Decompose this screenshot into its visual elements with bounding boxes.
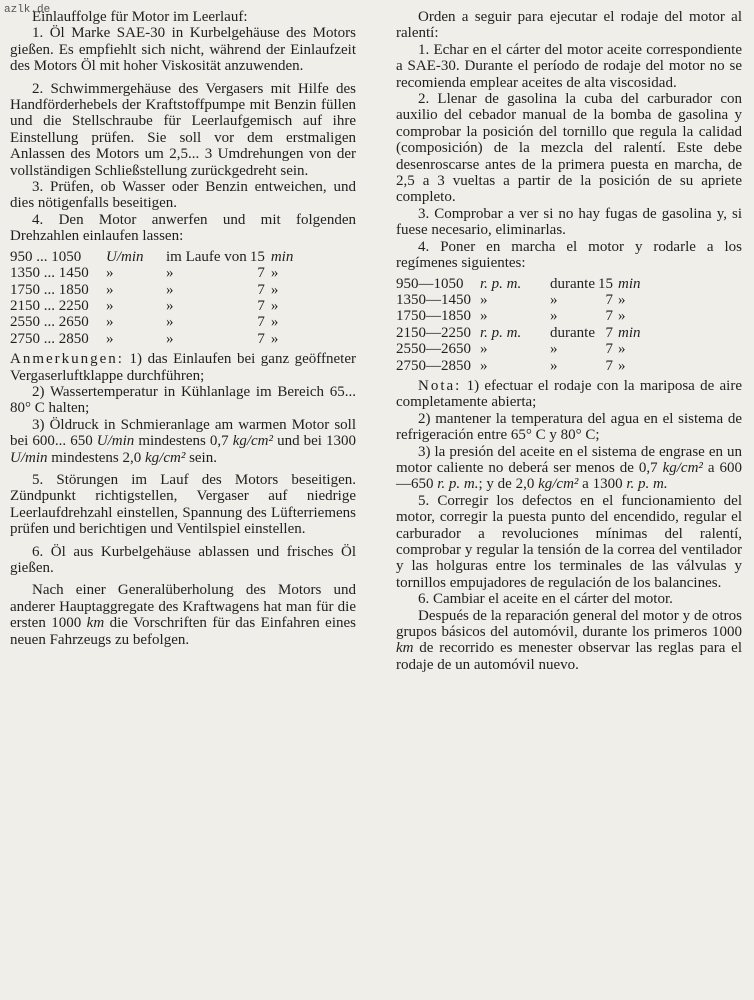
german-rpm-range: 2750 ... 2850: [10, 330, 89, 347]
spanish-rpm-row: [396, 325, 640, 341]
spanish-rpm-num: 15: [597, 275, 613, 292]
spanish-rpm-num: 7: [605, 341, 613, 358]
german-step-3: 3. Prüfen, ob Wasser oder Benzin entweichen, und dies nötigenfalls beseitigen.: [10, 179, 356, 212]
german-rpm-num: 7: [257, 330, 265, 347]
german-rpm-num: 7: [257, 281, 265, 298]
spanish-note-3: [396, 444, 742, 493]
spanish-step-4: 4. Poner en marcha el motor y rodarle a los regímenes siguientes:: [396, 238, 742, 272]
german-rpm-num: 7: [257, 265, 265, 282]
spanish-rpm-prep: durante: [550, 275, 595, 292]
spanish-rpm-num: 7: [605, 324, 613, 341]
german-note-3-part: sein.: [189, 449, 217, 466]
spanish-closing-part: de recorrido es menester observar las reglas para el rodaje de un automóvil nuevo.: [396, 640, 742, 673]
spanish-rpm-range: 1350—1450: [396, 291, 471, 308]
spanish-rpm-range: 2750—2850: [396, 357, 471, 374]
german-note-3-part: 3) Öldruck in Schmieranlage am warmen Motor soll bei 600... 650: [10, 416, 356, 450]
german-rpm-range: 950 ... 1050: [10, 248, 82, 265]
spanish-rpm-table: [396, 276, 640, 374]
german-rpm-mu: »: [270, 297, 279, 314]
german-note-3-part: und bei 1300: [277, 433, 357, 450]
spanish-rpm-row: [396, 276, 640, 292]
german-rpm-num: 15: [249, 248, 265, 265]
german-rpm-range: 1350 ... 1450: [10, 265, 89, 282]
spanish-closing-part: Después de la reparación general del motor y de otros grupos básicos del automóvil, durante los primeros 1000: [396, 607, 742, 641]
spanish-rpm-row: [396, 358, 640, 374]
spanish-rpm-num: 7: [605, 357, 613, 374]
german-rpm-row: [10, 282, 301, 298]
spanish-closing: [396, 608, 742, 674]
german-heading: Einlauffolge für Motor im Leerlauf:: [32, 9, 248, 25]
german-note-3-unit: kg/cm²: [145, 449, 186, 466]
spanish-step-5: 5. Corregir los defectos en el funcionamiento del motor, corregir la puesta punto del encendido, regular el carburador a revoluciones mínimas del ralentí, comprobar y regular la tensión de la correa del ventilador y las holguras entre los terminales de las válvulas y tornillos empujadores de regulación de los balancines.: [396, 492, 742, 591]
german-rpm-unit: »: [106, 265, 114, 282]
german-note-2: 2) Wassertemperatur in Kühlanlage im Bereich 65... 80° C halten;: [10, 383, 356, 417]
spanish-note-label: Nota:: [418, 377, 462, 394]
german-rpm-mu: »: [270, 281, 279, 298]
german-rpm-unit: »: [106, 281, 114, 298]
german-step-2: 2. Schwimmergehäuse des Vergasers mit Hilfe des Handförderhebels der Kraftstoffpumpe mit Benzin füllen und die Stellschraube für Leerlaufgemisch auf ihre Einstellung prüfen. Sie soll vor dem erstmaligen Anlassen des Motors um 2,5... 3 Umdrehungen von der vollständigen Schließstellung zurückgedreht sein.: [10, 80, 356, 179]
spanish-rpm-row: [396, 341, 640, 357]
german-step-4: 4. Den Motor anwerfen und mit folgenden Drehzahlen einlaufen lassen:: [10, 211, 356, 245]
german-rpm-prep: »: [166, 265, 174, 282]
german-note-3-unit: kg/cm²: [232, 433, 274, 450]
spanish-rpm-unit: »: [480, 341, 488, 358]
spanish-note-3-part: ; y de 2,0: [478, 476, 535, 493]
spanish-rpm-range: 2150—2250: [396, 324, 471, 341]
german-closing-part: die Vorschriften für das Einfahren eines neuen Fahrzeugs zu befolgen.: [10, 615, 357, 648]
german-note-3-part: mindestens 0,7: [138, 433, 229, 450]
spanish-rpm-prep: »: [550, 357, 558, 374]
german-rpm-unit: U/min: [106, 248, 144, 265]
spanish-step-2: 2. Llenar de gasolina la cuba del carburador con auxilio del cebador manual de la bomba de gasolina y comprobar la posición del tornillo que regula la calidad (composición) de la mezcla del ralentí. Este debe desenroscarse antes de la primera puesta en marcha, de 2,5 a 3 vueltas a partir de la posición de su apriete completo.: [396, 91, 742, 206]
spanish-rpm-prep: »: [550, 291, 558, 308]
german-rpm-prep: »: [166, 297, 174, 314]
spanish-rpm-mu: »: [617, 357, 626, 374]
german-note-3: [10, 417, 356, 466]
german-rpm-prep: »: [166, 281, 174, 298]
spanish-note-1: [396, 378, 742, 411]
spanish-step-6: 6. Cambiar el aceite en el cárter del motor.: [418, 591, 673, 608]
spanish-note-1-text: 1) efectuar el rodaje con la mariposa de aire completamente abierta;: [396, 377, 742, 411]
german-rpm-unit: »: [106, 330, 114, 347]
german-rpm-row: [10, 249, 301, 265]
spanish-rpm-range: 950—1050: [396, 275, 464, 292]
german-rpm-mu: »: [270, 330, 279, 347]
spanish-rpm-unit: »: [480, 308, 488, 325]
german-rpm-num: 7: [257, 297, 265, 314]
german-rpm-mu: min: [270, 248, 294, 265]
spanish-rpm-row: [396, 292, 640, 308]
spanish-rpm-num: 7: [605, 291, 613, 308]
spanish-note-3-part: 3) la presión del aceite en el sistema de engrase en un motor caliente no deberá ser menos de 0,7: [396, 443, 742, 476]
spanish-closing-unit: km: [396, 640, 414, 657]
spanish-rpm-mu: »: [617, 308, 626, 325]
german-rpm-prep: »: [166, 314, 174, 331]
german-rpm-table: [10, 249, 301, 347]
spanish-note-3-part: a 600—650: [396, 459, 742, 493]
german-rpm-num: 7: [257, 314, 265, 331]
german-note-3-unit: U/min: [10, 449, 48, 466]
spanish-step-1: 1. Echar en el cárter del motor aceite correspondiente a SAE-30. Durante el período de rodaje del motor no se recomienda emplear aceites de alta viscosidad.: [396, 41, 742, 91]
spanish-rpm-prep: »: [550, 341, 558, 358]
german-rpm-row: [10, 298, 301, 314]
spanish-rpm-num: 7: [605, 308, 613, 325]
spanish-rpm-unit: »: [480, 291, 488, 308]
spanish-note-3-unit: r. p. m.: [437, 476, 479, 493]
spanish-rpm-range: 2550—2650: [396, 341, 471, 358]
spanish-rpm-unit: r. p. m.: [480, 275, 522, 292]
spanish-rpm-range: 1750—1850: [396, 308, 471, 325]
spanish-note-3-unit: r. p. m.: [626, 476, 668, 493]
german-rpm-row: [10, 265, 301, 281]
german-rpm-range: 1750 ... 1850: [10, 281, 89, 298]
german-rpm-range: 2550 ... 2650: [10, 314, 89, 331]
spanish-rpm-unit: r. p. m.: [480, 324, 522, 341]
german-step-5: 5. Störungen im Lauf des Motors beseitigen. Zündpunkt richtigstellen, Vergaser auf niedrige Leerlaufdrehzahl einstellen, Spannung des Lüfterriemens prüfen und berichtigen und Ventilspiel einstellen.: [10, 471, 356, 538]
spanish-note-3-part: a 1300: [582, 476, 623, 493]
german-rpm-prep: im Laufe von: [166, 248, 247, 265]
spanish-note-3-unit: kg/cm²: [662, 459, 703, 476]
german-rpm-row: [10, 314, 301, 330]
german-step-6: 6. Öl aus Kurbelgehäuse ablassen und frisches Öl gießen.: [10, 543, 356, 576]
spanish-rpm-mu: »: [617, 291, 626, 308]
german-rpm-mu: »: [270, 265, 279, 282]
spanish-step-3: 3. Comprobar a ver si no hay fugas de gasolina y, si fuese necesario, eliminarlas.: [396, 205, 742, 239]
spanish-note-3-unit: kg/cm²: [538, 476, 579, 493]
german-rpm-range: 2150 ... 2250: [10, 297, 89, 314]
german-rpm-unit: »: [106, 297, 114, 314]
german-step-1: 1. Öl Marke SAE-30 in Kurbelgehäuse des Motors gießen. Es empfiehlt sich nicht, während der Einlaufzeit des Motors Öl mit hoher Viskosität anzuwenden.: [10, 25, 356, 75]
german-rpm-mu: »: [270, 314, 279, 331]
german-note-label: Anmerkungen:: [10, 351, 124, 368]
german-column: [10, 9, 356, 648]
spanish-rpm-mu: min: [617, 275, 641, 292]
spanish-rpm-prep: durante: [550, 324, 595, 341]
german-closing: [10, 582, 356, 648]
spanish-heading: Orden a seguir para ejecutar el rodaje del motor al ralentí:: [396, 9, 742, 42]
spanish-column: [396, 9, 742, 673]
german-note-1-text: 1) das Einlaufen bei ganz geöffneter Vergaserluftklappe durchführen;: [10, 351, 357, 384]
german-rpm-prep: »: [166, 330, 174, 347]
german-note-3-part: mindestens 2,0: [51, 449, 142, 466]
spanish-rpm-prep: »: [550, 308, 558, 325]
german-note-3-unit: U/min: [96, 433, 135, 450]
german-note-1: [10, 351, 356, 384]
german-closing-part: Nach einer Generalüberholung des Motors und anderer Hauptaggregate des Kraftwagens hat man für die ersten 1000: [10, 582, 356, 632]
spanish-rpm-unit: »: [480, 357, 488, 374]
spanish-note-2: 2) mantener la temperatura del agua en el sistema de refrigeración entre 65° C y 80° C;: [396, 410, 742, 444]
spanish-rpm-row: [396, 308, 640, 324]
spanish-rpm-mu: »: [617, 341, 626, 358]
german-rpm-unit: »: [106, 314, 114, 331]
german-closing-unit: km: [86, 615, 105, 632]
german-rpm-row: [10, 331, 301, 347]
spanish-rpm-mu: min: [617, 324, 641, 341]
watermark: azlk.de: [4, 4, 51, 16]
